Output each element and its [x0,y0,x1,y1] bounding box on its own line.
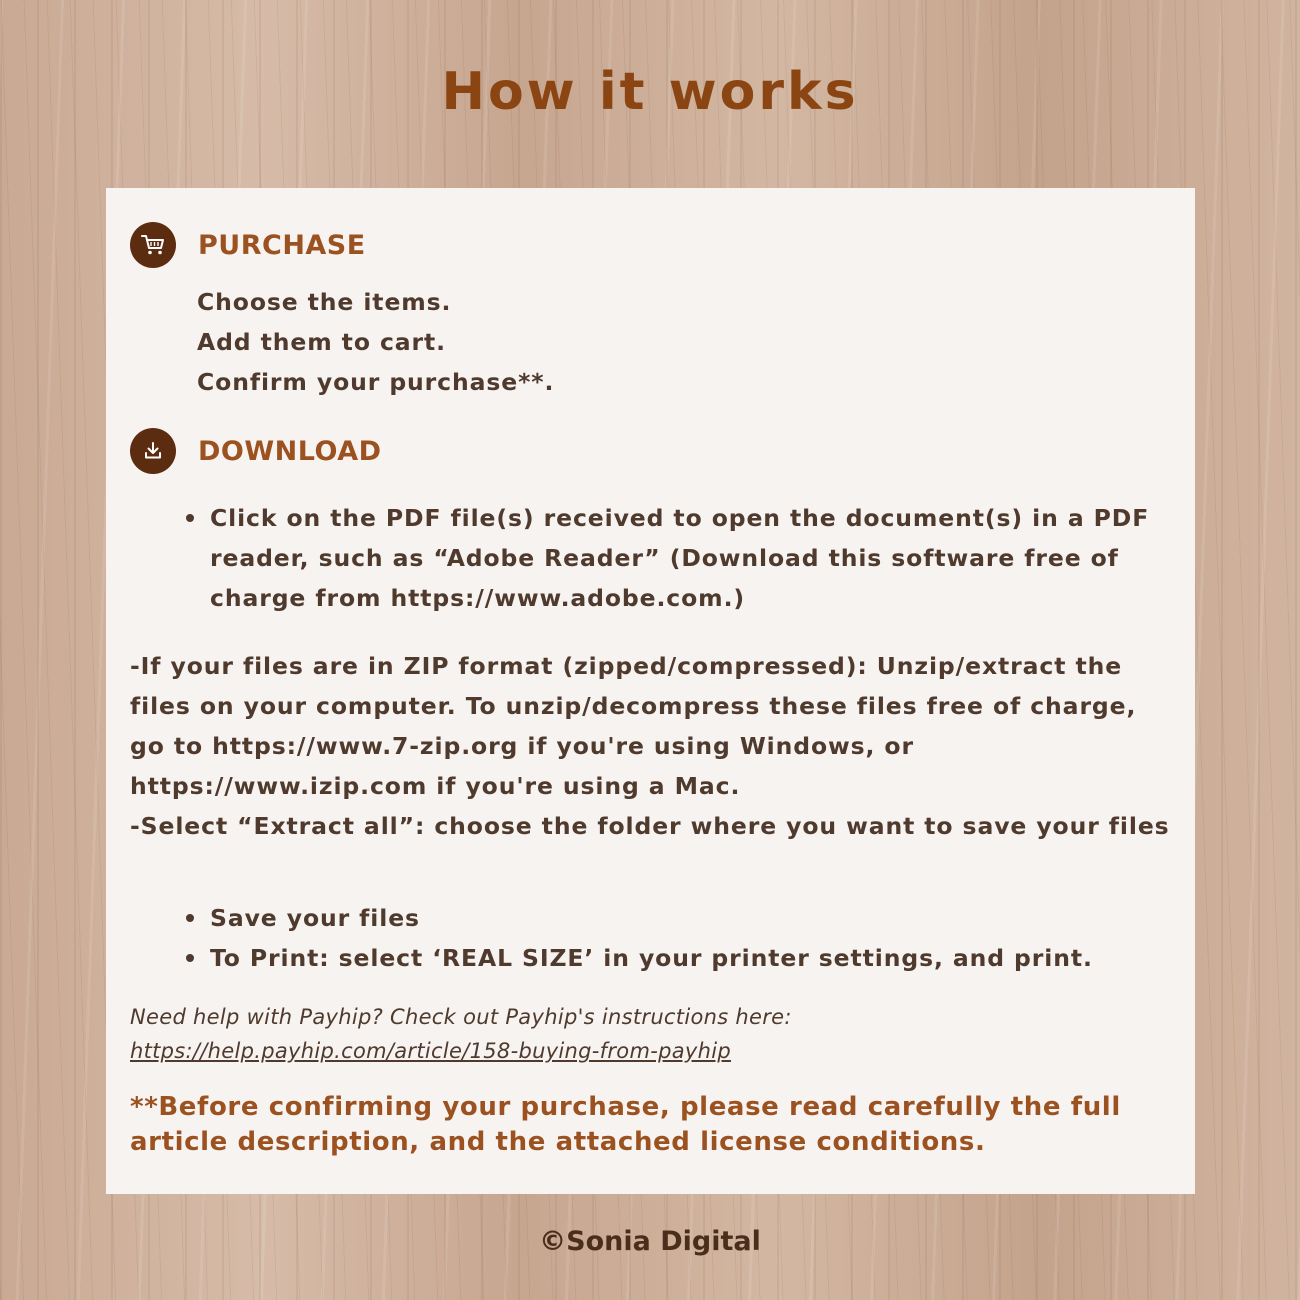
purchase-steps [197,282,554,402]
download-icon [130,428,176,474]
purchase-step: Confirm your purchase**. [197,368,555,396]
list-item: Click on the PDF file(s) received to open the document(s) in a PDF reader, such as “Adobe Reader” (Download this software free of charge from https://www.adobe.com.) [186,498,1166,618]
help-text: Need help with Payhip? Check out Payhip's instructions here: [130,1005,792,1029]
zip-instructions [130,646,1170,846]
purchase-header [130,224,366,266]
copyright-footer: ©Sonia Digital [539,1226,761,1257]
purchase-note: **Before confirming your purchase, please read carefully the full article description, and the attached license conditions. [130,1092,1121,1157]
final-steps [186,898,1186,978]
extract-paragraph: -Select “Extract all”: choose the folder where you want to save your files [130,812,1170,840]
page-title: How it works [441,62,859,122]
purchase-heading: PURCHASE [198,229,366,261]
purchase-step: Choose the items. [197,288,452,316]
zip-paragraph: -If your files are in ZIP format (zipped/compressed): Unzip/extract the files on your computer. To unzip/decompress these files free of charge, go to https://www.7-zip.org if you're using Windows, or https://www.izip.com if you're using a Mac. [130,652,1137,800]
help-block [130,1000,792,1068]
list-item: Save your files [186,898,1186,938]
cart-icon [130,222,176,268]
instructions-card [106,188,1195,1194]
purchase-step: Add them to cart. [197,328,446,356]
download-steps [186,498,1166,618]
download-header [130,430,382,472]
list-item: To Print: select ‘REAL SIZE’ in your printer settings, and print. [186,938,1186,978]
download-heading: DOWNLOAD [198,435,382,467]
help-link[interactable]: https://help.payhip.com/article/158-buying-from-payhip [130,1039,731,1063]
